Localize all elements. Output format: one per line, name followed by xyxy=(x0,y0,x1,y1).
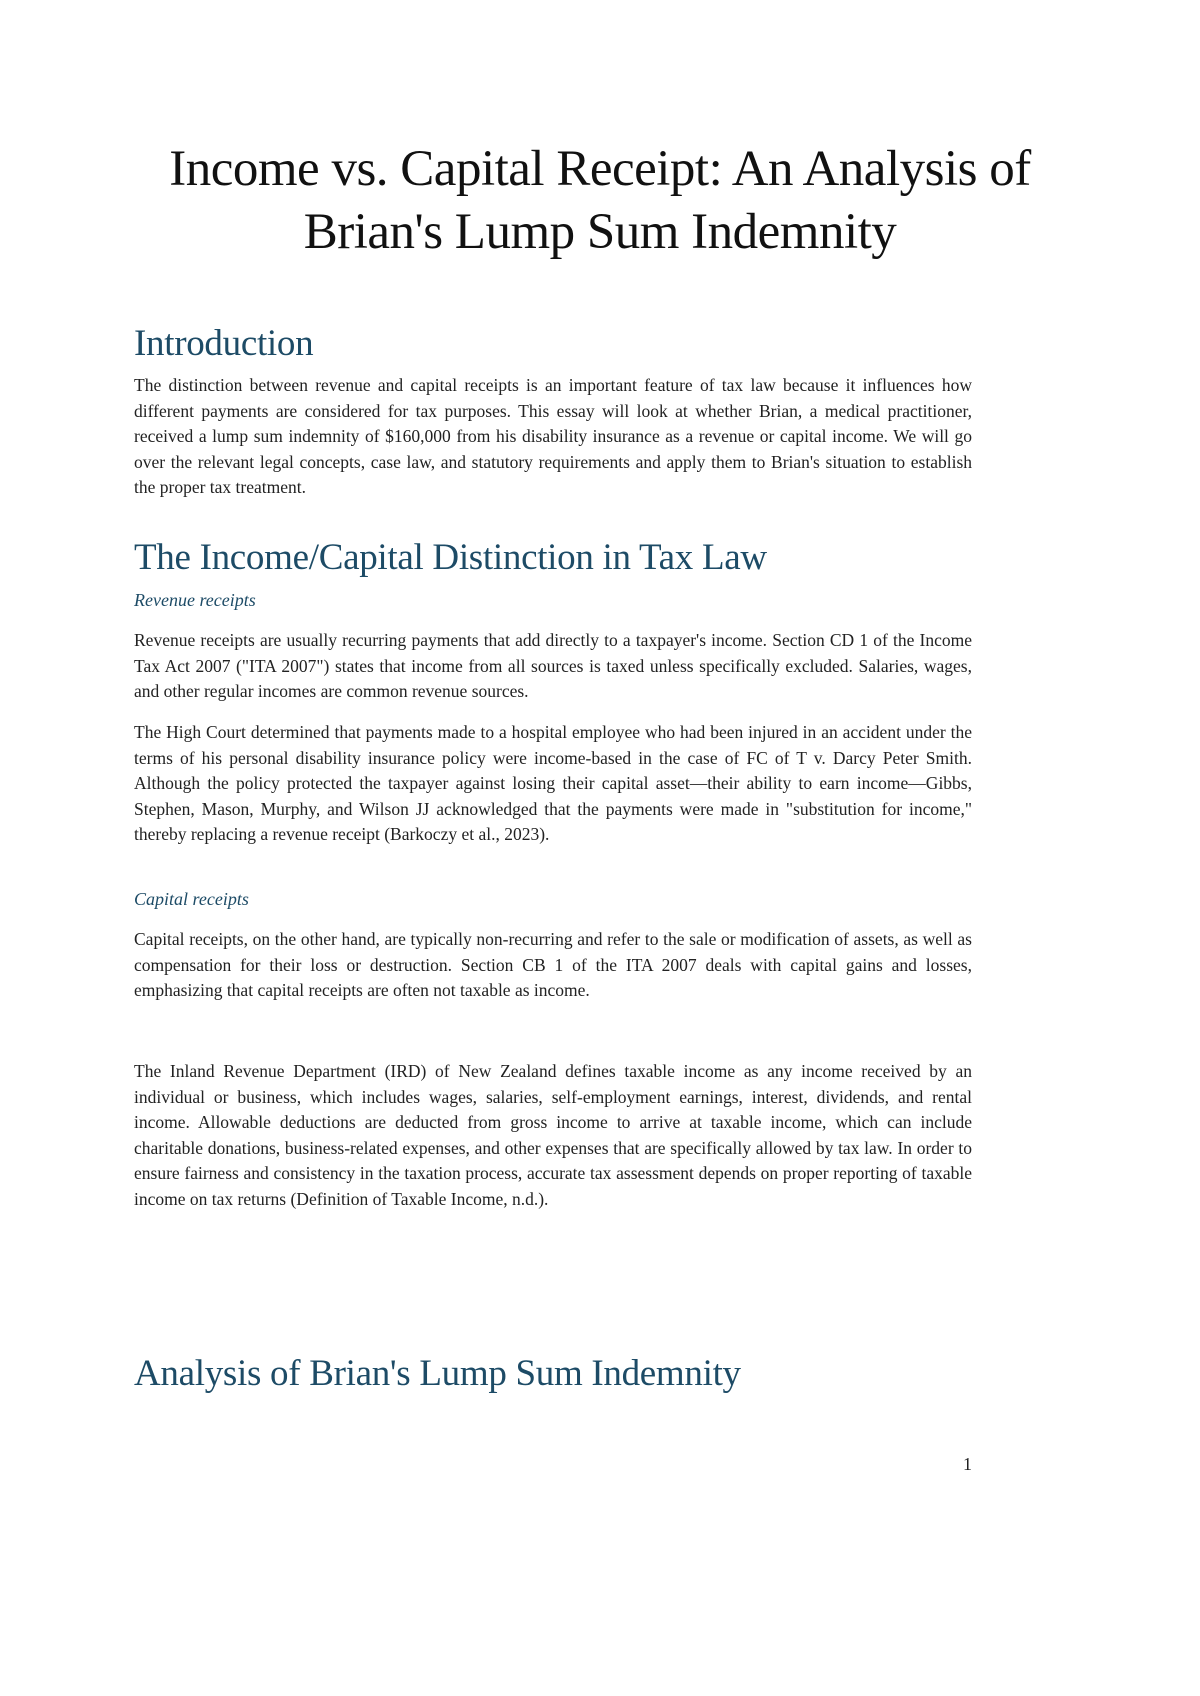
heading-income-capital-distinction: The Income/Capital Distinction in Tax Law xyxy=(134,537,767,578)
revenue-paragraph-2: The High Court determined that payments made to a hospital employee who had been injured in an accident under the terms of his personal disability insurance policy were income-based in the case of FC of T v. Darcy Peter Smith. Although the policy protected the taxpayer against losing their capital asset—their ability to earn income—Gibbs, Stephen, Mason, Murphy, and Wilson JJ acknowledged that the payments were made in "substitution for income," thereby replacing a revenue receipt (Barkoczy et al., 2023). xyxy=(134,722,972,845)
subheading-revenue-receipts: Revenue receipts xyxy=(134,590,256,610)
subheading-capital-receipts: Capital receipts xyxy=(134,889,249,909)
document-title: Income vs. Capital Receipt: An Analysis of Brian's Lump Sum Indemnity xyxy=(169,141,1031,260)
capital-paragraph-2: The Inland Revenue Department (IRD) of New Zealand defines taxable income as any income received by an individual or business, which includes wages, salaries, self-employment earnings, interest, dividends, and rental income. Allowable deductions are deducted from gross income to arrive at taxable income, which can include charitable donations, business-related expenses, and other expenses that are specifically allowed by tax law. In order to ensure fairness and consistency in the taxation process, accurate tax assessment depends on proper reporting of taxable income on tax returns (Definition of Taxable Income, n.d.). xyxy=(134,1061,972,1209)
heading-introduction: Introduction xyxy=(134,323,314,364)
revenue-paragraph-1: Revenue receipts are usually recurring payments that add directly to a taxpayer's income. Section CD 1 of the Income Tax Act 2007 ("ITA 2007") states that income from all sources is taxed unless specifically excluded. Salaries, wages, and other regular incomes are common revenue sources. xyxy=(134,630,972,702)
heading-analysis: Analysis of Brian's Lump Sum Indemnity xyxy=(134,1353,741,1394)
capital-paragraph-1: Capital receipts, on the other hand, are typically non-recurring and refer to the sale or modification of assets, as well as compensation for their loss or destruction. Section CB 1 of the ITA 2007 deals with capital gains and losses, emphasizing that capital receipts are often not taxable as income. xyxy=(134,929,972,1001)
page-number: 1 xyxy=(963,1454,972,1474)
introduction-paragraph: The distinction between revenue and capital receipts is an important feature of tax law because it influences how different payments are considered for tax purposes. This essay will look at whether Brian, a medical practitioner, received a lump sum indemnity of $160,000 from his disability insurance as a revenue or capital income. We will go over the relevant legal concepts, case law, and statutory requirements and apply them to Brian's situation to establish the proper tax treatment. xyxy=(134,375,972,498)
